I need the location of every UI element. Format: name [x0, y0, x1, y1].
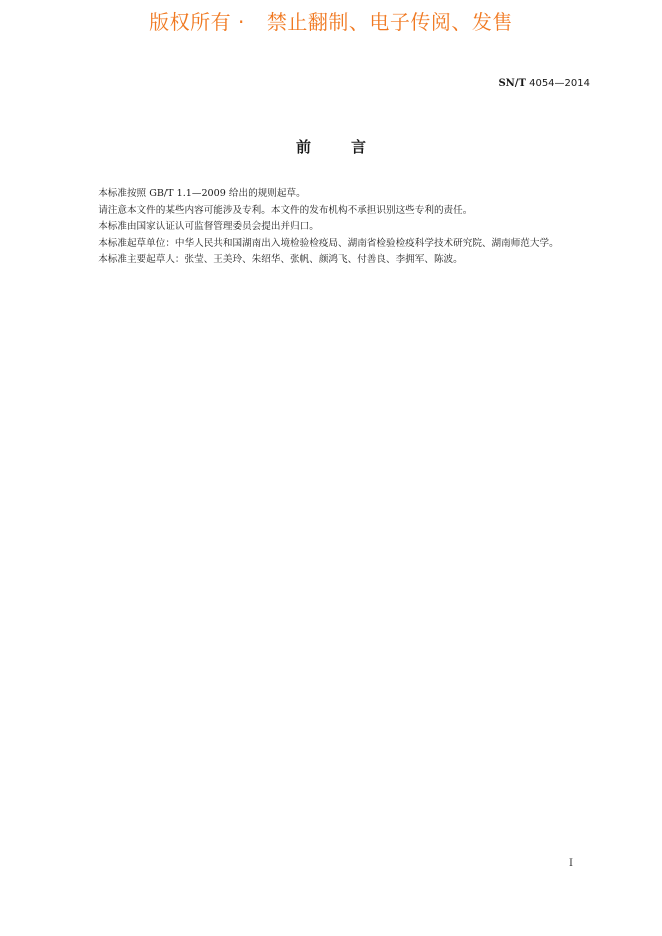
copyright-banner-part2: 禁止翻制、电子传阅、发售 — [266, 10, 513, 34]
page-number: I — [569, 858, 573, 869]
paragraph-proposer: 本标准由国家认证认可监督管理委员会提出并归口。 — [98, 221, 319, 232]
copyright-banner — [0, 6, 662, 35]
foreword-heading-char1: 前 — [295, 138, 311, 156]
standard-code-prefix: SN/T — [498, 78, 526, 89]
paragraph-drafting-units: 本标准起草单位：中华人民共和国湖南出入境检验检疫局、湖南省检验检疫科学技术研究院、湖南师范大学。 — [98, 237, 559, 249]
copyright-banner-part1: 版权所有 · — [149, 10, 245, 34]
paragraph-patent-notice: 请注意本文件的某些内容可能涉及专利。本文件的发布机构不承担识别这些专利的责任。 — [98, 204, 473, 216]
foreword-heading — [0, 136, 662, 157]
paragraph-drafters: 本标准主要起草人：张莹、王美玲、朱绍华、张帆、颜鸿飞、付善良、李拥军、陈波。 — [98, 254, 463, 265]
standard-code-number: 4054—2014 — [529, 78, 590, 89]
paragraph-drafting-rules: 本标准按照 GB/T 1.1—2009 给出的规则起草。 — [98, 188, 306, 199]
standard-code — [498, 78, 590, 89]
foreword-heading-char2: 言 — [351, 138, 367, 156]
foreword-body — [79, 186, 591, 269]
